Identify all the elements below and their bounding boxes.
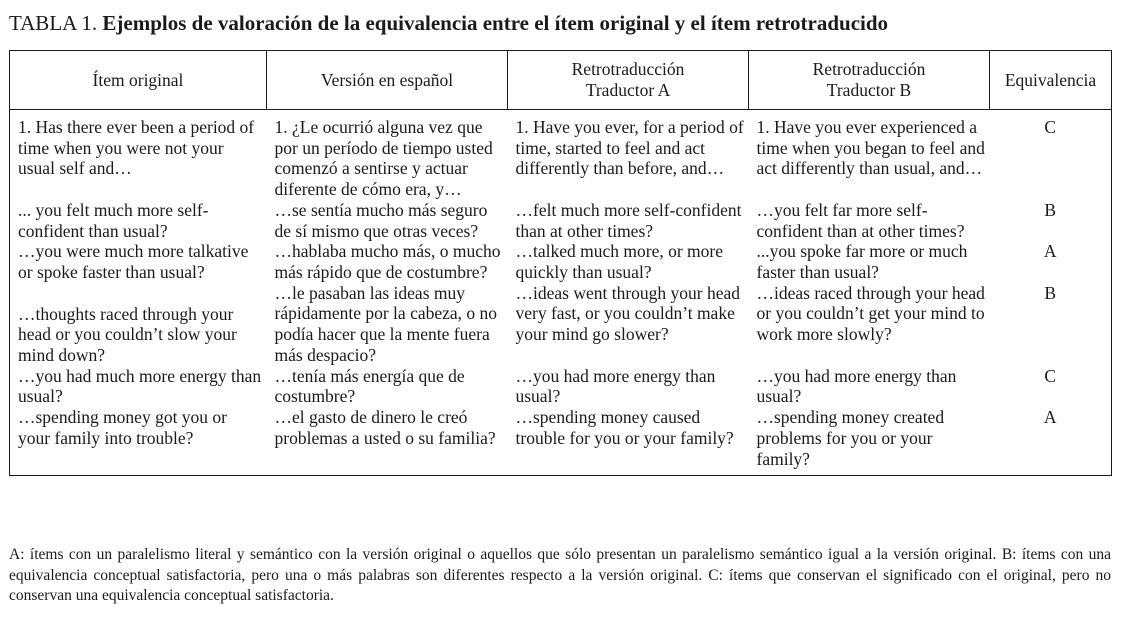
table-row [10,407,1112,476]
cell-spanish: …el gasto de dinero le creó problemas a usted o su familia? [274,407,496,448]
cell-back-b: …you felt far more self-confident than at other times? [756,199,965,241]
header-original-item: Ítem original [10,51,267,110]
cell-spanish: …hablaba mucho más, o mucho más rápido que de costumbre? [274,241,501,282]
header-back-translation-b: Retrotraducción Traductor B [749,51,990,110]
cell-equivalence: A [1043,407,1057,428]
cell-equivalence: A [1043,241,1057,262]
cell-original: …thoughts raced through your head or you couldn’t slow your mind down? [18,303,237,366]
cell-back-b: 1. Have you ever experienced a time when you began to feel and act differently than usual, and… [756,117,985,179]
cell-spanish: …le pasaban las ideas muy rápidamente por la cabeza, o no podía hacer que la mente fuera más despacio? [274,282,498,365]
table-row [10,200,1112,241]
cell-back-a: …spending money caused trouble for you or your family? [515,407,734,448]
cell-original: …you had much more energy than usual? [18,365,262,407]
cell-back-b: …spending money created problems for you or your family? [756,407,945,469]
cell-equivalence: B [1044,282,1057,303]
cell-spanish: …tenía más energía que de costumbre? [274,365,465,407]
header-row [10,51,1112,110]
equivalence-table [9,50,1112,476]
cell-original: …you were much more talkative or spoke faster than usual? [18,241,249,282]
cell-equivalence: B [1044,199,1057,220]
cell-back-a: …ideas went through your head very fast, or you couldn’t make your mind go slower? [515,282,741,345]
table-title: Ejemplos de valoración de la equivalencia entre el ítem original y el ítem retrotraducido [102,11,889,35]
table-row [10,283,1112,366]
cell-back-a: …you had more energy than usual? [515,365,716,407]
table-footnote: A: ítems con un paralelismo literal y semántico con la versión original o aquellos que sólo presentan un paralelismo semántico igual a la versión original. B: ítems con una equivalencia conceptual satisfactoria, pero una o más palabras son diferentes respecto a la versión original. C: ítems que conservan el significado con el original, pero no conservan una equivalencia conceptual satisfactoria. [9,546,1111,604]
table-caption [9,9,1114,37]
cell-spanish: 1. ¿Le ocurrió alguna vez que por un período de tiempo usted comenzó a sentirse y actuar diferente de cómo era, y… [274,117,493,200]
cell-back-a: …talked much more, or more quickly than usual? [515,241,724,282]
cell-equivalence: C [1044,365,1057,386]
cell-back-b: ...you spoke far more or much faster than usual? [756,241,968,282]
header-spanish-version: Versión en español [267,51,508,110]
cell-equivalence: C [1044,117,1057,137]
cell-back-a: …felt much more self-confident than at other times? [515,199,742,241]
cell-back-a: 1. Have you ever, for a period of time, started to feel and act differently than before, and… [515,117,744,179]
table-number: TABLA 1. [9,11,98,35]
header-equivalence: Equivalencia [990,51,1112,110]
header-back-translation-a: Retrotraducción Traductor A [508,51,749,110]
cell-back-b: …you had more energy than usual? [756,365,957,407]
cell-original: ... you felt much more self-confident than usual? [18,199,209,241]
cell-back-b: …ideas raced through your head or you couldn’t get your mind to work more slowly? [756,282,985,345]
table-row [10,241,1112,282]
table-row [10,110,1112,200]
cell-spanish: …se sentía mucho más seguro de sí mismo que otras veces? [274,199,488,241]
cell-original: …spending money got you or your family into trouble? [18,407,228,448]
table-row [10,366,1112,407]
cell-original: 1. Has there ever been a period of time when you were not your usual self and… [18,117,255,179]
